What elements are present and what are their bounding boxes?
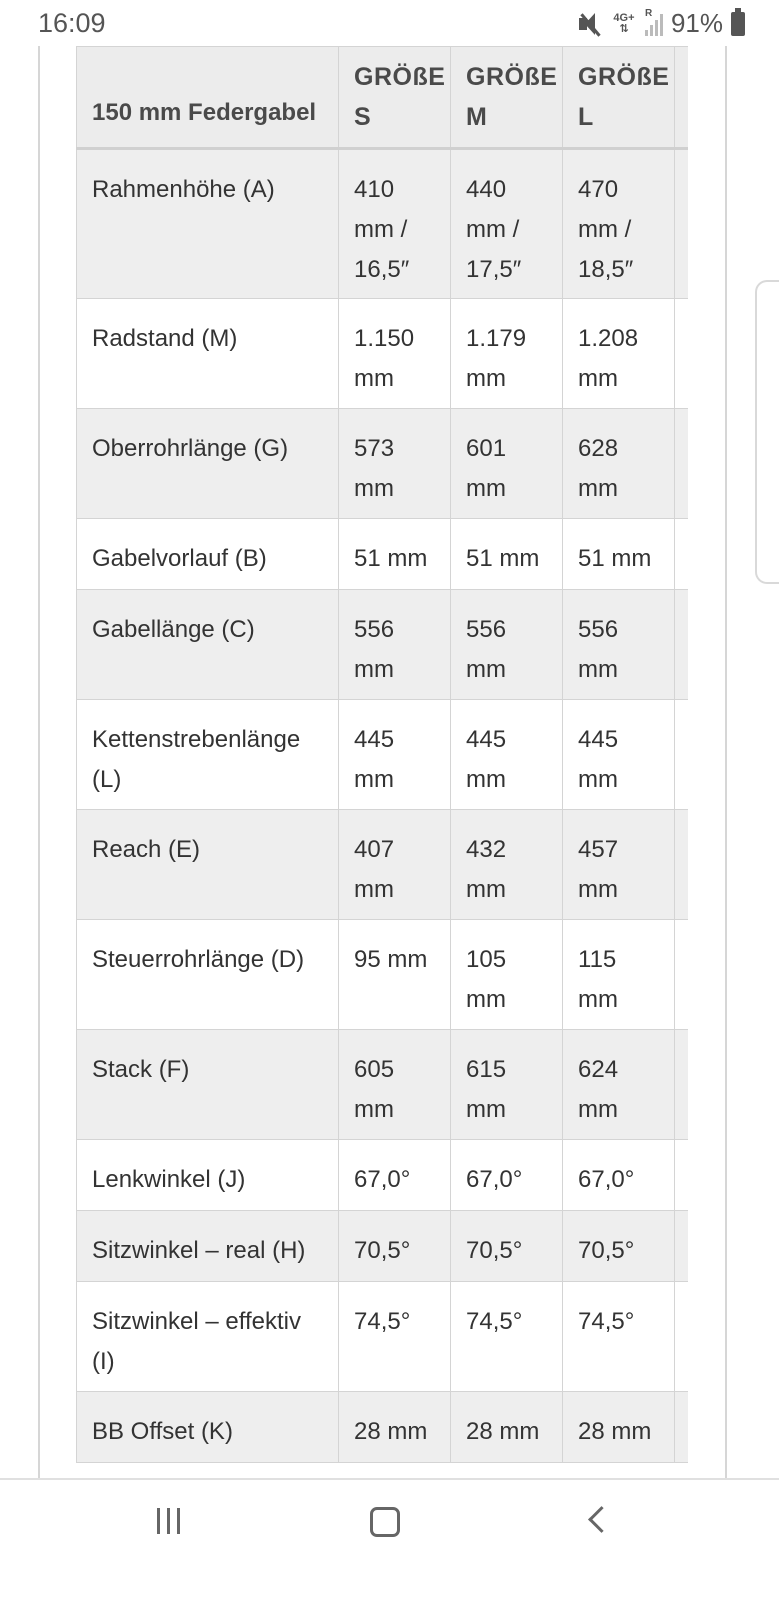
cell-size-l: 1.208 mm (563, 299, 675, 409)
cell-size-l: 556 mm (563, 590, 675, 700)
cell-cutoff (675, 700, 689, 810)
header-fork-label: 150 mm Federgabel (77, 47, 339, 149)
cell-size-m: 615 mm (451, 1030, 563, 1140)
row-label: Stack (F) (77, 1030, 339, 1140)
cell-cutoff (675, 149, 689, 299)
cell-size-m: 445 mm (451, 700, 563, 810)
cell-size-s: 573 mm (339, 409, 451, 519)
table-row (77, 149, 689, 299)
header-size-l: GRÖßE L (563, 47, 675, 149)
content-border-right (725, 46, 727, 1478)
table-row (77, 1392, 689, 1463)
cell-size-m: 51 mm (451, 519, 563, 590)
geometry-table (76, 46, 688, 1463)
table-row (77, 700, 689, 810)
row-label: Gabelvorlauf (B) (77, 519, 339, 590)
row-label: Gabellänge (C) (77, 590, 339, 700)
row-label: Kettenstrebenlänge (L) (77, 700, 339, 810)
geometry-table-scroll-container[interactable] (76, 46, 688, 1463)
battery-icon (731, 12, 745, 36)
cell-cutoff (675, 1211, 689, 1282)
cell-cutoff (675, 1392, 689, 1463)
cell-size-l: 115 mm (563, 920, 675, 1030)
roaming-label: R (644, 7, 653, 19)
cell-size-m: 601 mm (451, 409, 563, 519)
cell-size-m: 105 mm (451, 920, 563, 1030)
content-border-left (38, 46, 40, 1478)
signal-icon (644, 7, 663, 36)
row-label: Lenkwinkel (J) (77, 1140, 339, 1211)
cell-size-s: 407 mm (339, 810, 451, 920)
status-time: 16:09 (38, 8, 106, 38)
cell-size-m: 67,0° (451, 1140, 563, 1211)
cell-size-s: 556 mm (339, 590, 451, 700)
row-label: Rahmenhöhe (A) (77, 149, 339, 299)
header-size-next-cutoff (675, 47, 689, 149)
cell-size-l: 67,0° (563, 1140, 675, 1211)
row-label: Radstand (M) (77, 299, 339, 409)
cell-size-s: 28 mm (339, 1392, 451, 1463)
row-label: Oberrohrlänge (G) (77, 409, 339, 519)
row-label: Sitzwinkel – real (H) (77, 1211, 339, 1282)
table-row (77, 920, 689, 1030)
cell-cutoff (675, 409, 689, 519)
table-header-row (77, 47, 689, 149)
cell-size-l: 28 mm (563, 1392, 675, 1463)
cell-size-s: 445 mm (339, 700, 451, 810)
header-size-m: GRÖßE M (451, 47, 563, 149)
row-label: Reach (E) (77, 810, 339, 920)
cell-size-l: 51 mm (563, 519, 675, 590)
cell-size-s: 95 mm (339, 920, 451, 1030)
row-label: BB Offset (K) (77, 1392, 339, 1463)
cell-size-l: 445 mm (563, 700, 675, 810)
table-row (77, 1211, 689, 1282)
cell-size-m: 432 mm (451, 810, 563, 920)
cell-cutoff (675, 299, 689, 409)
cell-cutoff (675, 810, 689, 920)
table-row (77, 810, 689, 920)
status-icons (577, 8, 745, 39)
cell-size-l: 628 mm (563, 409, 675, 519)
cell-size-s: 74,5° (339, 1282, 451, 1392)
cell-size-s: 410 mm / 16,5″ (339, 149, 451, 299)
recent-apps-icon[interactable] (157, 1508, 180, 1534)
network-type-label: 4G+ (613, 11, 635, 24)
cell-cutoff (675, 590, 689, 700)
table-row (77, 590, 689, 700)
cell-size-l: 74,5° (563, 1282, 675, 1392)
cell-cutoff (675, 1030, 689, 1140)
cell-size-s: 605 mm (339, 1030, 451, 1140)
cell-cutoff (675, 519, 689, 590)
cell-cutoff (675, 920, 689, 1030)
navigation-bar (0, 1480, 779, 1600)
cell-size-m: 440 mm / 17,5″ (451, 149, 563, 299)
cell-size-l: 70,5° (563, 1211, 675, 1282)
table-row (77, 1030, 689, 1140)
cell-size-m: 74,5° (451, 1282, 563, 1392)
table-row (77, 299, 689, 409)
table-row (77, 409, 689, 519)
table-row (77, 1282, 689, 1392)
cell-size-s: 70,5° (339, 1211, 451, 1282)
cell-cutoff (675, 1140, 689, 1211)
cell-size-l: 470 mm / 18,5″ (563, 149, 675, 299)
cell-size-l: 624 mm (563, 1030, 675, 1140)
battery-percent: 91% (670, 8, 723, 38)
cell-cutoff (675, 1282, 689, 1392)
row-label: Sitzwinkel – effektiv (I) (77, 1282, 339, 1392)
cell-size-m: 70,5° (451, 1211, 563, 1282)
cell-size-l: 457 mm (563, 810, 675, 920)
cell-size-m: 28 mm (451, 1392, 563, 1463)
cell-size-s: 67,0° (339, 1140, 451, 1211)
status-bar (0, 0, 779, 46)
mute-icon (577, 11, 603, 37)
row-label: Steuerrohrlänge (D) (77, 920, 339, 1030)
home-icon[interactable] (370, 1507, 400, 1537)
network-type-icon: 4G+ ⇅ (613, 11, 635, 35)
edge-panel-handle[interactable] (755, 280, 779, 584)
cell-size-s: 51 mm (339, 519, 451, 590)
table-row (77, 1140, 689, 1211)
cell-size-s: 1.150 mm (339, 299, 451, 409)
cell-size-m: 1.179 mm (451, 299, 563, 409)
table-row (77, 519, 689, 590)
header-size-s: GRÖßE S (339, 47, 451, 149)
cell-size-m: 556 mm (451, 590, 563, 700)
